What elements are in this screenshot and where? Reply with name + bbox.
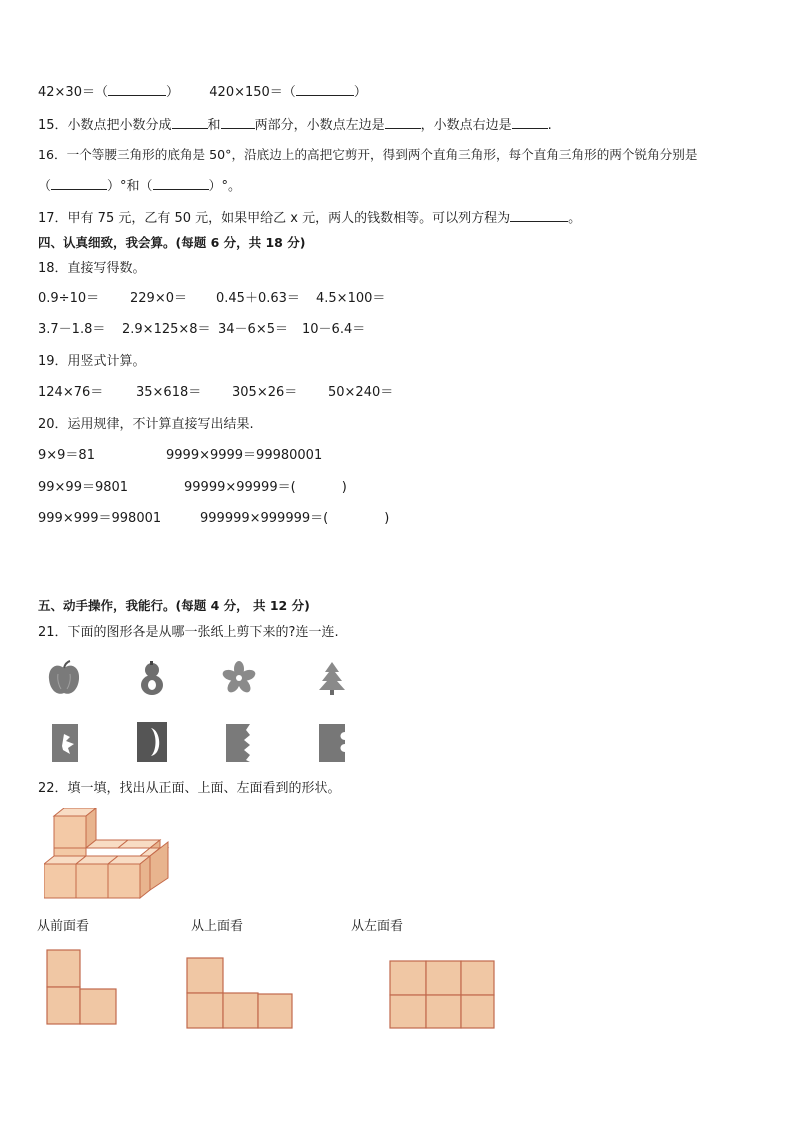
answer-blank[interactable] — [510, 208, 568, 222]
calc-item: 10－6.4＝ — [302, 322, 366, 337]
left-view-label: 从左面看 — [351, 919, 404, 934]
pattern-example: 99×99＝9801 — [38, 480, 129, 495]
answer-blank[interactable] — [108, 82, 166, 96]
answer-blank[interactable] — [172, 115, 208, 129]
question-18-row-2 — [38, 321, 365, 339]
pattern-question: 99999×99999＝( — [184, 480, 296, 495]
paper-cut-leaf-icon[interactable] — [50, 722, 80, 764]
paren-close: ) — [384, 511, 390, 526]
question-21-title: 21．下面的图形各是从哪一张纸上剪下来的?连一连. — [38, 625, 339, 640]
answer-blank[interactable] — [512, 115, 548, 129]
answer-blank[interactable] — [385, 115, 421, 129]
question-20-row-1 — [38, 447, 322, 465]
question-19-row — [38, 384, 393, 402]
paren-open: （ — [38, 179, 52, 194]
q16-text-3: ）°。 — [208, 179, 242, 194]
tree-icon[interactable] — [317, 660, 347, 696]
paren-close: ） — [165, 85, 179, 100]
question-20-row-2 — [38, 479, 347, 497]
paren-close: ) — [341, 480, 347, 495]
calc-42x30: 42×30＝（ — [38, 85, 108, 100]
question-18-title: 18．直接写得数。 — [38, 261, 146, 276]
front-view-shape — [46, 949, 120, 1029]
top-view-shape — [186, 957, 296, 1031]
q15-text-2: 和 — [207, 118, 221, 133]
q17-text: 17．甲有 75 元，乙有 50 元，如果甲给乙 x 元，两人的钱数相等。可以列方程为 — [38, 211, 511, 226]
left-view-shape — [389, 959, 497, 1031]
section-5-heading: 五、动手操作，我能行。(每题 4 分， 共 12 分) — [38, 598, 310, 613]
question-20-title: 20．运用规律，不计算直接写出结果. — [38, 417, 254, 432]
q15-text-5: . — [547, 118, 552, 133]
calc-item: 2.9×125×8＝ — [122, 322, 211, 337]
question-19-title: 19．用竖式计算。 — [38, 354, 146, 369]
answer-blank[interactable] — [51, 176, 107, 190]
gourd-icon[interactable] — [137, 660, 167, 698]
q17-end: 。 — [568, 211, 582, 226]
paper-cut-zigzag-icon[interactable] — [224, 722, 252, 764]
question-16-line-1: 16．一个等腰三角形的底角是 50°，沿底边上的高把它剪开，得到两个直角三角形，每个直角三角形的两个锐角分别是 — [38, 147, 698, 162]
flower-icon[interactable] — [219, 660, 259, 696]
calc-item: 4.5×100＝ — [316, 291, 386, 306]
calc-item: 0.9÷10＝ — [38, 291, 100, 306]
answer-blank[interactable] — [296, 82, 354, 96]
question-17 — [38, 208, 581, 228]
paper-cut-round-icon[interactable] — [135, 720, 169, 764]
answer-blank[interactable] — [221, 115, 255, 129]
pattern-example: 9×9＝81 — [38, 448, 95, 463]
calc-item: 0.45＋0.63＝ — [216, 291, 300, 306]
question-18-row-1 — [38, 290, 385, 308]
section-4-heading: 四、认真细致，我会算。(每题 6 分，共 18 分) — [38, 235, 306, 250]
question-22-title: 22．填一填，找出从正面、上面、左面看到的形状。 — [38, 781, 341, 796]
cube-stack-figure — [44, 808, 174, 900]
top-view-label: 从上面看 — [191, 919, 244, 934]
calc-item: 305×26＝ — [232, 385, 298, 400]
calc-item: 3.7－1.8＝ — [38, 322, 106, 337]
question-16-line-2 — [38, 176, 241, 196]
q15-text-1: 15．小数点把小数分成 — [38, 118, 172, 133]
question-15 — [38, 115, 552, 135]
calc-item: 34－6×5＝ — [218, 322, 288, 337]
q15-text-4: ，小数点右边是 — [420, 118, 512, 133]
pattern-question: 999999×999999＝( — [200, 511, 329, 526]
calc-item: 50×240＝ — [328, 385, 394, 400]
pattern-example: 9999×9999＝99980001 — [166, 448, 323, 463]
paper-cut-bumps-icon[interactable] — [317, 722, 347, 764]
pattern-example: 999×999＝998001 — [38, 511, 162, 526]
paren-close: ） — [353, 85, 367, 100]
calc-item: 35×618＝ — [136, 385, 202, 400]
answer-blank[interactable] — [153, 176, 209, 190]
question-20-row-3 — [38, 510, 389, 528]
calc-item: 124×76＝ — [38, 385, 104, 400]
apple-icon[interactable] — [46, 660, 82, 698]
calc-420x150: 420×150＝（ — [209, 85, 296, 100]
q15-text-3: 两部分，小数点左边是 — [254, 118, 385, 133]
question-14-row — [38, 82, 367, 102]
calc-item: 229×0＝ — [130, 291, 187, 306]
front-view-label: 从前面看 — [37, 919, 90, 934]
q16-text-2: ）°和（ — [107, 179, 153, 194]
